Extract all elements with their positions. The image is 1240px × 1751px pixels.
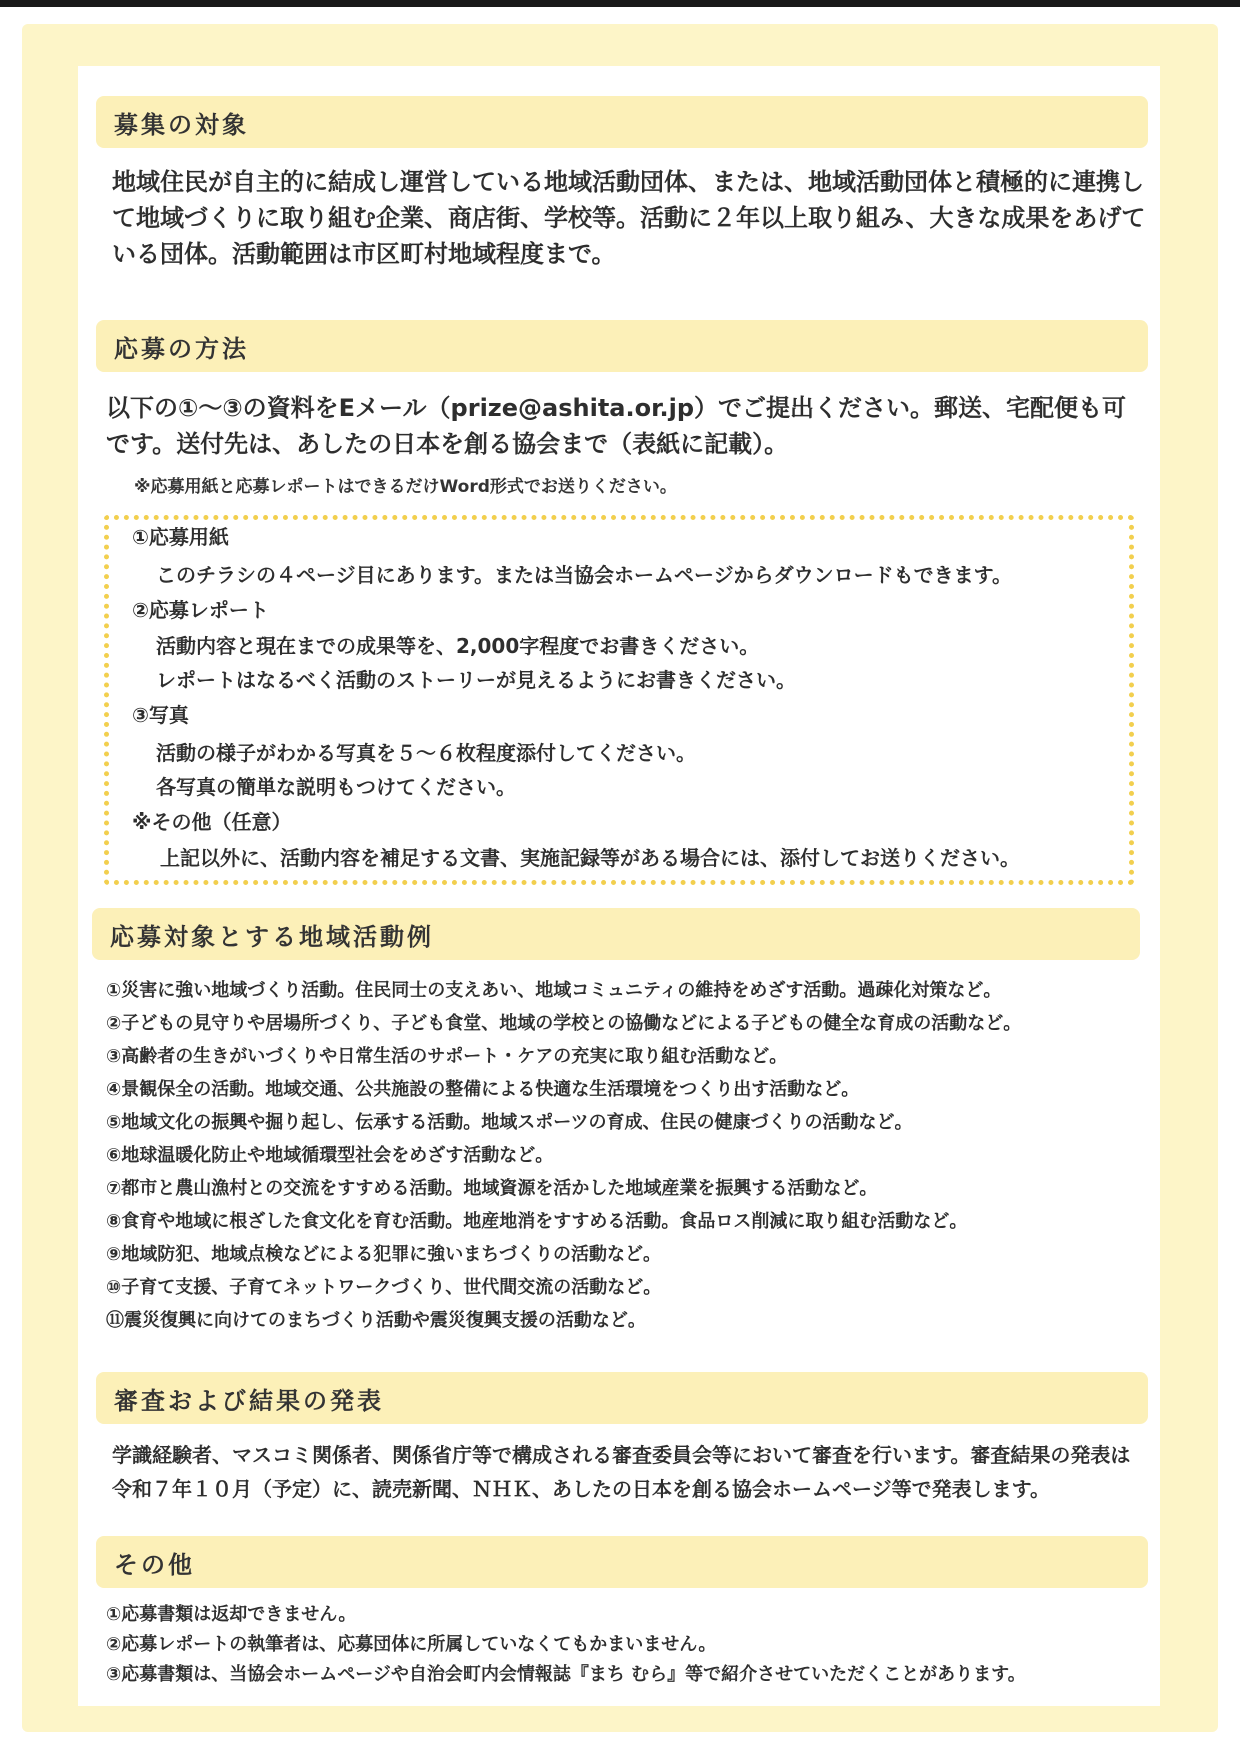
method-body: 以下の①～③の資料をEメール（prize@ashita.or.jp）でご提出ください。郵送、宅配便も可です。送付先は、あしたの日本を創る協会まで（表紙に記載）。 xyxy=(106,394,1127,458)
doc-item-title: ②応募レポート xyxy=(132,598,269,622)
example-item: ⑦都市と農山漁村との交流をすすめる活動。地域資源を活かした地域産業を振興する活動など。 xyxy=(106,1178,878,1199)
other-item: ③応募書類は、当協会ホームページや自治会町内会情報誌『まち むら』等で紹介させていただくことがあります。 xyxy=(106,1664,1026,1685)
example-item: ⑨地域防犯、地域点検などによる犯罪に強いまちづくりの活動など。 xyxy=(106,1244,662,1265)
example-item: ①災害に強い地域づくり活動。住民同士の支えあい、地域コミュニティの維持をめざす活動。過疎化対策など。 xyxy=(106,980,1002,1001)
section-heading-review: 審査および結果の発表 xyxy=(96,1372,1148,1424)
doc-item-title: ※その他（任意） xyxy=(132,810,292,834)
doc-item-line: 活動の様子がわかる写真を５～６枚程度添付してください。 xyxy=(156,741,696,765)
doc-item-line: 上記以外に、活動内容を補足する文書、実施記録等がある場合には、添付してお送りください。 xyxy=(160,846,1020,870)
doc-item-title: ③写真 xyxy=(132,703,189,727)
doc-item-line: レポートはなるべく活動のストーリーが見えるようにお書きください。 xyxy=(156,668,796,692)
doc-item-title: ①応募用紙 xyxy=(132,525,229,549)
review-body: 学識経験者、マスコミ関係者、関係省庁等で構成される審査委員会等において審査を行います。審査結果の発表は令和７年１０月（予定）に、読売新聞、ＮＨＫ、あしたの日本を創る協会ホームページ等で発表します。 xyxy=(112,1443,1131,1501)
other-item: ②応募レポートの執筆者は、応募団体に所属していなくてもかまいません。 xyxy=(106,1634,717,1655)
doc-item-line: このチラシの４ページ目にあります。または当協会ホームページからダウンロードもできます。 xyxy=(156,563,1012,587)
target-body: 地域住民が自主的に結成し運営している地域活動団体、または、地域活動団体と積極的に連携して地域づくりに取り組む企業、商店街、学校等。活動に２年以上取り組み、大きな成果をあげている団体。活動範囲は市区町村地域程度まで。 xyxy=(112,168,1146,268)
doc-item-line: 活動内容と現在までの成果等を、2,000字程度でお書きください。 xyxy=(156,634,760,658)
example-item: ③高齢者の生きがいづくりや日常生活のサポート・ケアの充実に取り組む活動など。 xyxy=(106,1046,788,1067)
other-item: ①応募書類は返却できません。 xyxy=(106,1604,357,1625)
example-item: ⑤地域文化の振興や掘り起し、伝承する活動。地域スポーツの育成、住民の健康づくりの活動など。 xyxy=(106,1112,913,1133)
top-edge-bar xyxy=(0,0,1240,7)
example-item: ⑥地球温暖化防止や地域循環型社会をめざす活動など。 xyxy=(106,1145,554,1166)
example-item: ⑩子育て支援、子育てネットワークづくり、世代間交流の活動など。 xyxy=(106,1277,662,1298)
example-item: ②子どもの見守りや居場所づくり、子ども食堂、地域の学校との協働などによる子どもの健全な育成の活動など。 xyxy=(106,1013,1022,1034)
method-note: ※応募用紙と応募レポートはできるだけWord形式でお送りください。 xyxy=(134,477,677,497)
doc-item-line: 各写真の簡単な説明もつけてください。 xyxy=(156,775,516,799)
example-item: ⑧食育や地域に根ざした食文化を育む活動。地産地消をすすめる活動。食品ロス削減に取り組む活動など。 xyxy=(106,1211,968,1232)
example-item: ⑪震災復興に向けてのまちづくり活動や震災復興支援の活動など。 xyxy=(106,1310,646,1331)
example-item: ④景観保全の活動。地域交通、公共施設の整備による快適な生活環境をつくり出す活動など。 xyxy=(106,1079,860,1100)
section-heading-method: 応募の方法 xyxy=(96,320,1148,372)
section-heading-other: その他 xyxy=(96,1536,1148,1588)
section-heading-examples: 応募対象とする地域活動例 xyxy=(92,908,1140,960)
section-heading-target: 募集の対象 xyxy=(96,96,1148,148)
